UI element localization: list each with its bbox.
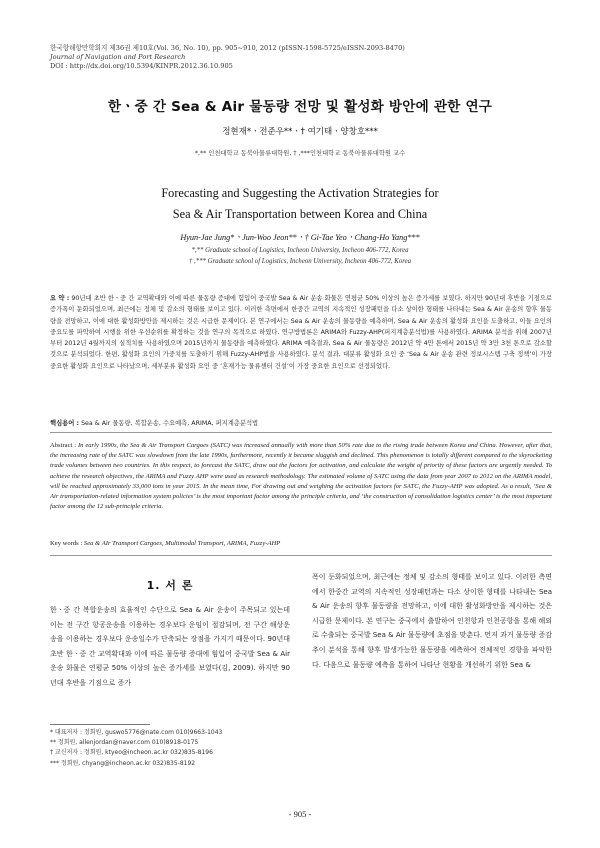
divider-top — [50, 432, 552, 433]
keywords-english — [50, 540, 552, 547]
affiliation-english-line2: † ,*** Graduate school of Logistics, Incheon University, Incheon 406-772, Korea — [188, 258, 412, 265]
footnote-divider — [50, 724, 150, 725]
abstract-korean-label: 요 약 : — [50, 295, 70, 302]
journal-header-line2: Journal of Navigation and Port Research — [50, 53, 186, 61]
keywords-korean-text: Sea & Air 물동량, 복합운송, 수요예측, ARIMA, 퍼지계층분석법 — [81, 420, 259, 427]
title-english-line2: Sea & Air Transportation between Korea and China — [172, 207, 428, 221]
keywords-korean-label: 핵심용어 : — [50, 420, 80, 427]
divider-bottom — [50, 555, 552, 556]
abstract-english-label: Abstract : — [50, 442, 77, 449]
abstract-korean — [50, 293, 552, 372]
body-column-left: 한ㆍ중 간 복합운송의 효율적인 수단으로 Sea & Air 운송이 주목되고 있는데 이는 전 구간 항공운송을 이용하는 경우보다 운임이 절감되며, 전 구간 해상운송을 이용하는 경우보다 운송일수가 단축되는 장점을 가지기 때문이다. 90년대 초반 한ㆍ중 간 교역확대와 이에 따른 물동량 증대에 힘입어 중국발 Sea & Air 운송 화물은 연평균 50% 이상의 높은 증가세를 보였다(김, 2009). 하지만 90년대 후반을 기점으로 증가 — [50, 606, 290, 687]
page-number: - 905 - — [288, 809, 312, 819]
authors-english: Hyun-Jae Jung*ㆍJun-Woo Jeon**ㆍ† Gi-Tae YeoㆍChang-Ho Yang*** — [180, 233, 420, 242]
journal-doi: DOI : http://dx.doi.org/10.5394/KINPR.2012.36.10.905 — [50, 62, 233, 70]
keywords-english-text: Sea & AIr Transport Cargoes, Multimodal Transport, ARIMA, Fuzzy-AHP — [83, 540, 281, 547]
title-korean: 한ㆍ중 간 Sea & Air 물동량 전망 및 활성화 방안에 관한 연구 — [107, 99, 493, 115]
affiliation-english — [40, 245, 560, 267]
abstract-english — [50, 441, 552, 512]
title-english-line1: Forecasting and Suggesting the Activation Strategies for — [161, 186, 439, 200]
journal-header-line1: 한국항해항만학회지 제36권 제10호(Vol. 36, No. 10), pp. 905~910, 2012 (pISSN-1598-5725/eISSN-2093-8470) — [50, 44, 405, 52]
abstract-korean-text: 90년대 초반 한ㆍ중 간 교역확대와 이에 따른 물동량 증대에 힘입어 중국발 Sea & Air 운송 화물은 연평균 50% 이상의 높은 증가세를 보였다. 하지만 90년대 후반을 기점으로 증가폭이 둔화되었으며, 최근에는 정체 및 감소의 형태를 보이고 있다. 이러한 측면에서 한중간 교역의 지속적인 성장패턴을 다소 상이한 형태를 나타내는 Sea & Air 운송의 향후 물동량을 전망하고, 이에 대한 활성화방안을 제시하는 것은 시급한 문제이다. 본 연구에서는 Sea & Air 운송의 물동량을 예측하며, Sea & Air 운송의 활성화 요인을 도출하고, 이들 요인의 중요도를 파악하여 시행을 위한 우선순위를 확정하는 것을 연구의 목적으로 하였다. 연구방법론은 ARIMA와 Fuzzy-AHP(퍼지계층분석법)를 사용하였다. ARIMA 분석을 위해 2007년부터 2012년 4월까지의 실적치를 사용하였으며 2015년까지 물동량을 예측하였다. ARIMA 예측결과, Sea & Air 물동량은 2012년 약 4만 톤에서 2015년 약 3만 3천 톤으로 감소할 것으로 분석되었다. 한편, 활성화 요인의 가중치를 도출하기 위해 Fuzzy-AHP법을 사용하였다. 분석 결과, 대분류 활성화 요인 중 ‘Sea & Air 운송 관련 정보시스템 구축 정책’이 가장 중요한 활성화 요인으로 나타났으며, 세부분류 활성화 요인 중 ‘혼재가능 물류센터 건설’이 가장 중요한 요인으로 선정되었다. — [50, 295, 552, 370]
keywords-english-label: Key words : — [50, 540, 83, 547]
affiliation-english-line1: *,** Graduate school of Logistics, Incheon University, Incheon 406-772, Korea — [191, 247, 409, 254]
section-title-introduction: 1. 서 론 — [146, 579, 194, 592]
abstract-english-text: In early 1990s, the Sea & Air Transport Cargoes (SATC) was increased annually with more than 50% rate due to the rising trade between Korea and China. However, after that, the increasing rate of the SATC was slowdown from the late 1990s, furthermore, recently it became sluggish and declined. This phenomenon is totally different compared to the skyrocketing trade volumes between two countries. In this respect, to forecast the SATC, draw out the factors for activation, and calculate the weight of priority of these factors are urgently needed. To achieve the research objectives, the ARIMA and Fuzzy AHP were used as research methodology. The estimated volume of SATC using the data from year 2007 to 2012 on the ARIMA model, will be reached approximately 33,000 tons in year 2015. In the mean time, For drawing out and weighing the activation factors for SATC, the Fuzzy-AHP was adopted. As a result, ‘Sea & Air transportation-related information system policies’ is the most important factor among the principle criteria, and ‘the construction of consolidation logistics center’ is the most important factor among the 12 sub-principle criteria. — [50, 442, 552, 511]
footnote-3: † 교신저자 : 정회원, ktyeo@incheon.ac.kr 032)835-8196 — [50, 749, 213, 757]
journal-header — [50, 44, 550, 71]
affiliation-korean: *,** 인천대학교 동북아물류대학원, † ,***인천대학교 동북아물류대학원 교수 — [194, 150, 406, 157]
authors-korean: 정현재*ㆍ전준우**ㆍ† 여기태ㆍ양창호*** — [222, 127, 378, 137]
footnote-2: ** 정회원, allenjordan@naver.com 010)8918-0175 — [50, 739, 199, 747]
footnotes — [50, 728, 300, 769]
footnote-1: * 대표저자 : 정회원, guswo5776@nate.com 010)9663-1043 — [50, 729, 223, 736]
footnote-4: *** 정회원, chyang@incheon.ac.kr 032)835-8192 — [50, 759, 196, 767]
title-english — [40, 183, 560, 225]
body-column-right: 폭이 둔화되었으며, 최근에는 정체 및 감소의 형태를 보이고 있다. 이러한 측면에서 한중간 교역의 지속적인 성장패턴과는 다소 상이한 형태를 나타내는 Sea & Air 운송의 향후 물동량을 전망하고, 이에 대한 활성화방안을 제시하는 것은 시급한 문제이다. 본 연구는 중국에서 출발하여 인천항과 인천공항을 통해 해외로 수출되는 중국발 Sea & Air 물동량에 초점을 맞춘다. 먼저 과거 물동량 증감추이 분석을 통해 향후 발생가능한 물동량을 예측하여 전체적인 경향을 파악한다. 다음으로 물동량 예측을 통하여 나타난 현황을 개선하기 위한 Sea & — [312, 573, 552, 669]
keywords-korean — [50, 418, 552, 427]
